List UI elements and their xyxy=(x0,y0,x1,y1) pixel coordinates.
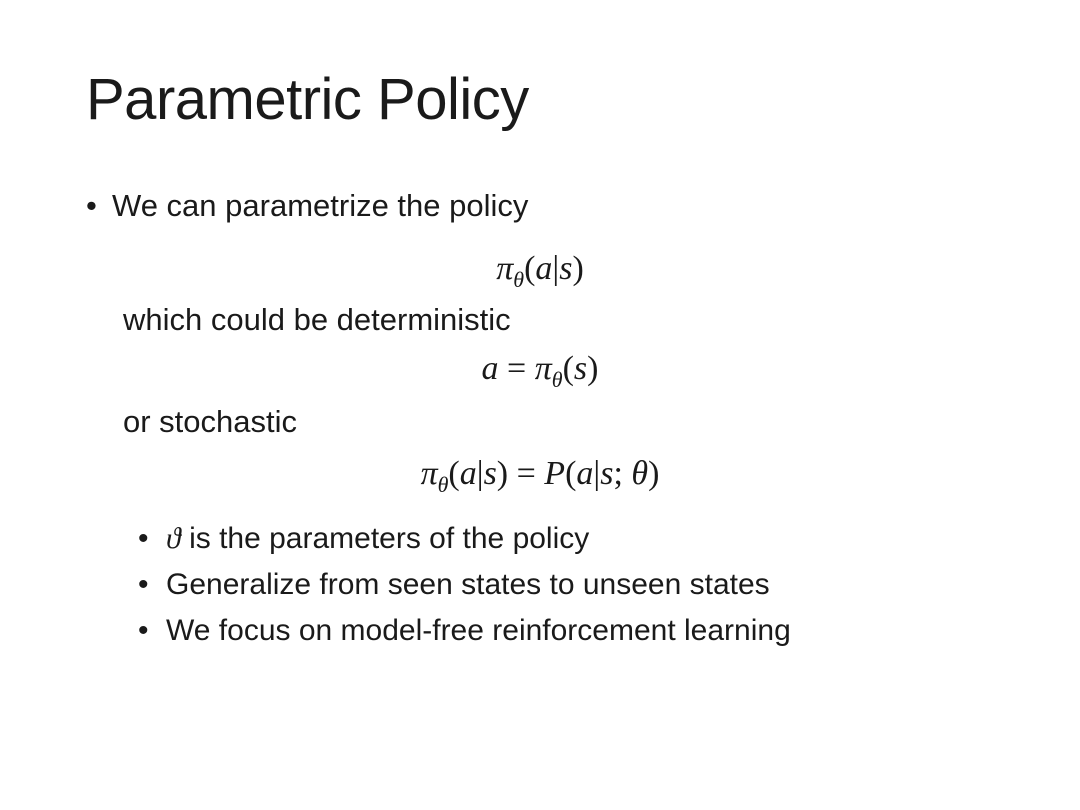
stochastic-line: or stochastic xyxy=(123,404,298,439)
slide-title: Parametric Policy xyxy=(86,67,529,132)
bullet-icon: • xyxy=(138,614,149,647)
formula-deterministic: $a = \pi_\theta(s)$ xyxy=(481,350,599,392)
main-bullet xyxy=(86,188,528,224)
formula-stochastic: $\pi_\theta(a|s) = P(a|s$; θ) xyxy=(420,455,660,497)
bullet-icon: • xyxy=(138,522,149,555)
list-item xyxy=(138,608,791,654)
sub-bullet-text: Generalize from seen states to unseen states xyxy=(166,568,770,601)
formula-policy: $\pi_\theta(a|s)$ xyxy=(496,250,584,292)
bullet-icon: • xyxy=(86,188,97,223)
sub-bullet-list xyxy=(138,516,791,654)
bullet-icon: • xyxy=(138,568,149,601)
sub-bullet-text: is the parameters of the policy xyxy=(180,522,590,555)
theta-symbol: ϑ xyxy=(166,522,181,555)
sub-bullet-text: We focus on model-free reinforcement learning xyxy=(166,614,791,647)
main-bullet-text: We can parametrize the policy xyxy=(112,188,529,223)
deterministic-line: which could be deterministic xyxy=(123,302,511,337)
list-item xyxy=(138,516,791,562)
list-item xyxy=(138,562,791,608)
